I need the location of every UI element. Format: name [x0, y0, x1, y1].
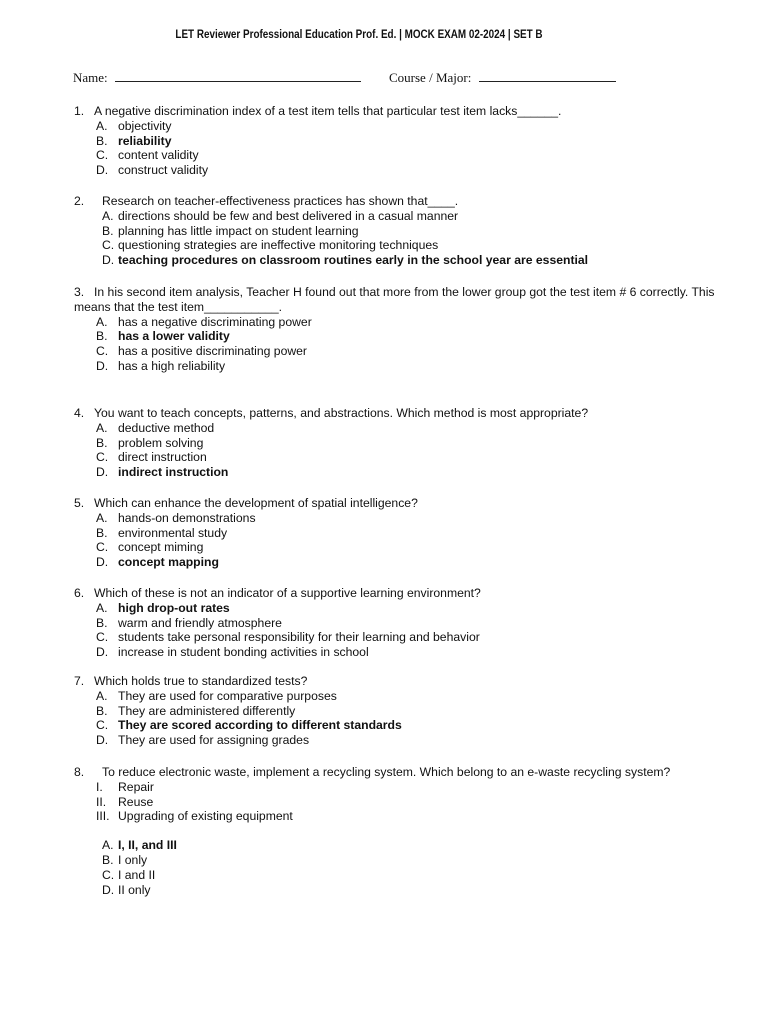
question-number: 8. — [74, 765, 85, 779]
question-stem-line-1: In his second item analysis, Teacher H found out that more from the lower group got the test item # 6 correctly. This — [94, 285, 715, 299]
option-d[interactable]: D. construct validity — [96, 163, 209, 178]
question-number: 6. — [74, 586, 85, 600]
option-a[interactable]: A. objectivity — [96, 118, 172, 133]
question-stem: A negative discrimination index of a test item tells that particular test item lacks______. — [94, 104, 562, 118]
item-ii: II. Reuse — [96, 794, 154, 809]
option-b[interactable]: B. warm and friendly atmosphere — [96, 615, 282, 630]
option-d-correct[interactable]: D. indirect instruction — [96, 465, 229, 480]
option-b[interactable]: B. I only — [102, 852, 148, 867]
question-number: 5. — [74, 496, 85, 510]
option-d-correct[interactable]: D. teaching procedures on classroom routines early in the school year are essential — [102, 253, 589, 268]
question-4 — [74, 406, 588, 480]
option-b-correct[interactable]: B. reliability — [96, 133, 172, 148]
option-d[interactable]: D. They are used for assigning grades — [96, 733, 310, 748]
numbered-items — [96, 780, 670, 824]
question-stem: To reduce electronic waste, implement a recycling system. Which belong to an e-waste recycling system? — [102, 765, 671, 779]
name-field[interactable] — [73, 70, 361, 86]
name-blank-line[interactable] — [115, 70, 361, 82]
option-a[interactable]: A. directions should be few and best delivered in a casual manner — [102, 208, 459, 223]
option-b[interactable]: B. They are administered differently — [96, 703, 296, 718]
question-stem-line-2: means that the test item___________. — [74, 299, 283, 314]
option-d[interactable]: D. II only — [102, 882, 151, 897]
question-8 — [74, 765, 670, 897]
option-a-correct[interactable]: A. I, II, and III — [102, 838, 177, 853]
option-a[interactable]: A. deductive method — [96, 420, 215, 435]
question-number: 7. — [74, 674, 85, 688]
option-b[interactable]: B. problem solving — [96, 435, 204, 450]
page-header: LET Reviewer Professional Education Prof. Ed. | MOCK EXAM 02-2024 | SET B — [175, 29, 543, 41]
option-c[interactable]: C. questioning strategies are ineffective monitoring techniques — [102, 238, 439, 253]
question-7 — [74, 674, 402, 748]
question-5 — [74, 496, 418, 570]
question-stem: Which holds true to standardized tests? — [94, 674, 308, 688]
question-number: 2. — [74, 194, 85, 208]
option-b-correct[interactable]: B. has a lower validity — [96, 329, 230, 344]
question-stem: Which can enhance the development of spatial intelligence? — [94, 496, 418, 510]
question-number: 4. — [74, 406, 85, 420]
option-c[interactable]: C. students take personal responsibility for their learning and behavior — [96, 630, 480, 645]
option-a[interactable]: A. hands-on demonstrations — [96, 510, 256, 525]
option-a[interactable]: A. has a negative discriminating power — [96, 314, 312, 329]
item-iii: III. Upgrading of existing equipment — [96, 809, 293, 824]
option-c[interactable]: C. has a positive discriminating power — [96, 344, 307, 359]
course-blank-line[interactable] — [479, 70, 616, 82]
question-number: 3. — [74, 285, 85, 299]
answer-options — [102, 838, 670, 897]
option-c-correct[interactable]: C. They are scored according to different standards — [96, 718, 402, 733]
option-d[interactable]: D. has a high reliability — [96, 358, 226, 373]
option-d-correct[interactable]: D. concept mapping — [96, 555, 219, 570]
course-label: Course / Major: — [389, 70, 472, 85]
question-stem: Research on teacher-effectiveness practices has shown that____. — [102, 194, 459, 208]
option-a-correct[interactable]: A. high drop-out rates — [96, 600, 230, 615]
option-c[interactable]: C. concept miming — [96, 540, 204, 555]
question-stem: Which of these is not an indicator of a supportive learning environment? — [94, 586, 481, 600]
question-3 — [74, 285, 715, 374]
option-d[interactable]: D. increase in student bonding activities in school — [96, 645, 369, 660]
item-i: I. Repair — [96, 779, 154, 794]
option-c[interactable]: C. content validity — [96, 148, 199, 163]
question-2 — [74, 194, 588, 268]
option-b[interactable]: B. planning has little impact on student learning — [102, 223, 359, 238]
option-b[interactable]: B. environmental study — [96, 525, 228, 540]
question-stem: You want to teach concepts, patterns, and abstractions. Which method is most appropriate? — [94, 406, 589, 420]
name-label: Name: — [73, 70, 108, 85]
question-6 — [74, 586, 481, 660]
course-field[interactable] — [389, 70, 616, 86]
option-c[interactable]: C. direct instruction — [96, 450, 207, 465]
option-a[interactable]: A. They are used for comparative purposes — [96, 688, 337, 703]
question-number: 1. — [74, 104, 85, 118]
option-c[interactable]: C. I and II — [102, 867, 156, 882]
question-1 — [74, 104, 561, 178]
